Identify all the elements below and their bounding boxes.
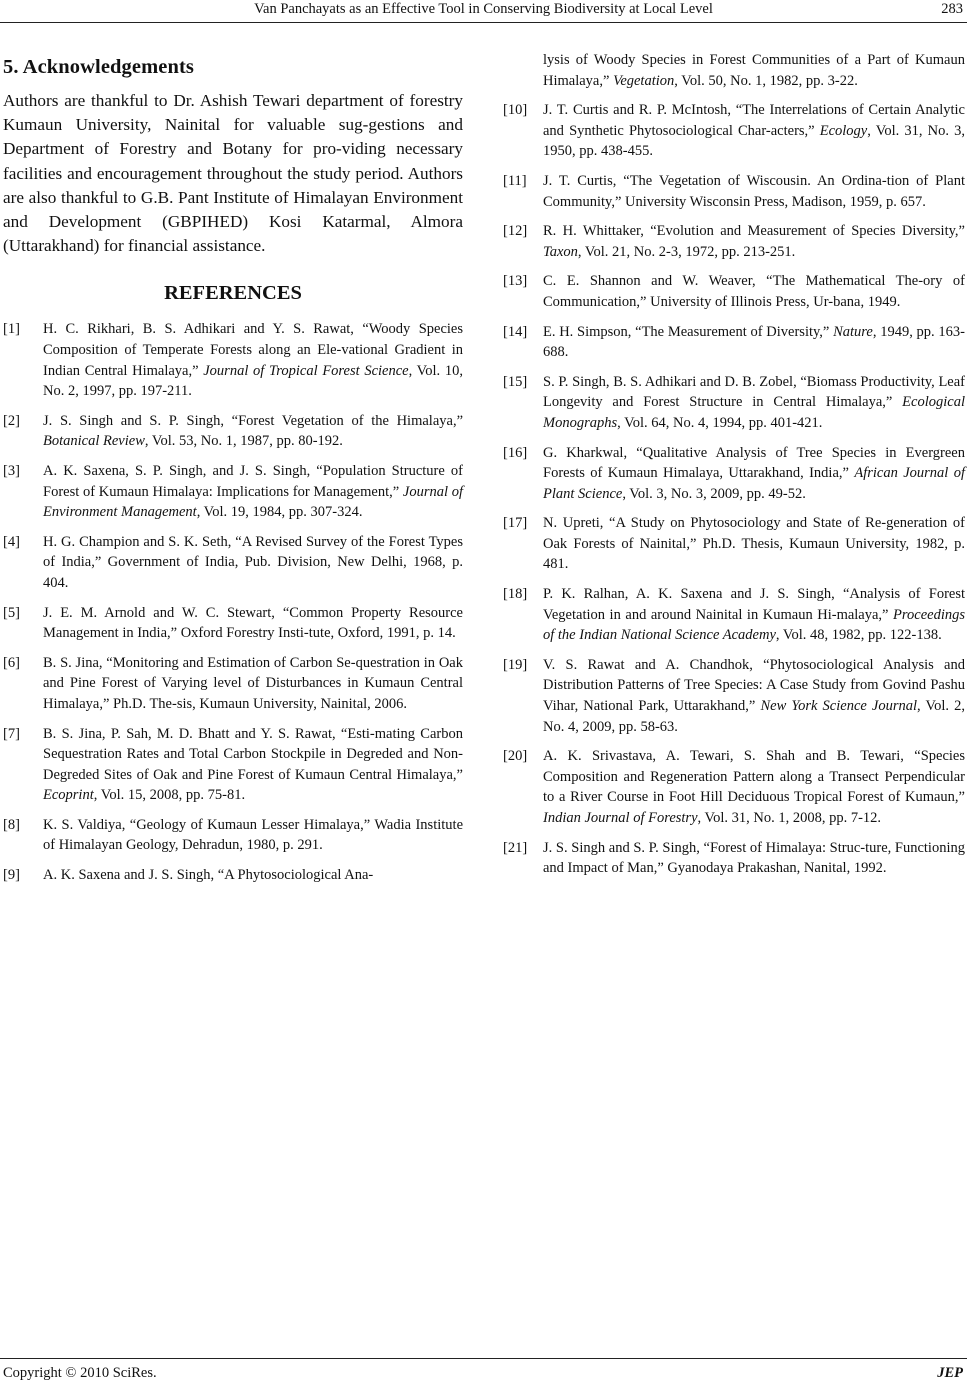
reference-item — [3, 603, 463, 644]
reference-number: [2] — [3, 412, 20, 429]
journal-abbreviation: JEP — [937, 1365, 963, 1381]
reference-number: [3] — [3, 462, 20, 479]
reference-part: J. S. Singh and S. P. Singh, “Forest Vegetation of the Himalaya,” — [43, 412, 463, 429]
acknowledgements-heading: 5. Acknowledgements — [3, 56, 194, 78]
reference-text — [543, 271, 965, 312]
reference-part: , Vol. 10, No. 2, 1997, pp. 197-211. — [43, 362, 463, 400]
reference-number: [20] — [503, 748, 528, 765]
reference-journal: Nature — [833, 323, 873, 340]
reference-part: B. S. Jina, “Monitoring and Estimation of Carbon Se-questration in Oak and Pine Forest of Varying level of Disturbances in Kumaun Central Himalaya,” Ph.D. The-sis, Kumaun University, Nainital, 2006. — [43, 654, 463, 712]
references-heading: REFERENCES — [164, 282, 302, 305]
reference-text — [543, 171, 965, 212]
reference-item — [503, 443, 965, 505]
reference-item — [503, 513, 965, 575]
reference-item — [503, 746, 965, 828]
reference-number: [6] — [3, 654, 20, 671]
reference-journal: Ecology — [819, 122, 868, 139]
acknowledgements-text: Authors are thankful to Dr. Ashish Tewari department of forestry Kumaun University, Nainital for valuable sug-gestions and Department of Forestry and Botany for pro-viding necessary facilities and encouragement throughout the study period. Authors are also thankful to G.B. Pant Institute of Himalayan Environment and Development (GBPIHED) Kosi Katarmal, Almora (Uttarakhand) for financial assistance. — [3, 91, 463, 256]
reference-part: J. T. Curtis and R. P. McIntosh, “The Interrelations of Certain Analytic and Synthetic Phytosociological Char-acters,” — [543, 102, 965, 139]
running-title: Van Panchayats as an Effective Tool in Conserving Biodiversity at Local Level — [254, 1, 713, 17]
reference-text — [43, 603, 463, 644]
reference-text — [543, 322, 965, 363]
reference-part: , Vol. 50, No. 1, 1982, pp. 3-22. — [674, 72, 858, 89]
reference-item — [503, 584, 965, 646]
references-list-right — [503, 100, 965, 879]
reference-journal: Proceedings of the Indian National Science Academy — [543, 606, 965, 644]
reference-part: A. K. Srivastava, A. Tewari, S. Shah and B. Tewari, “Species Composition and Regeneration Pattern along a Transect Perpendicular to a River Course in Foot Hill Deciduous Tropical Forest of Kumaun,” — [543, 748, 965, 806]
page-footer — [0, 1358, 967, 1386]
reference-item — [503, 322, 965, 363]
footer-rule — [0, 1358, 967, 1359]
page-number: 283 — [941, 1, 963, 17]
reference-text — [543, 838, 965, 879]
reference-text — [43, 532, 463, 594]
reference-part: , Vol. 31, No. 3, 1950, pp. 438-455. — [543, 122, 965, 160]
reference-number: [16] — [503, 444, 528, 461]
left-column — [3, 52, 463, 895]
reference-number: [10] — [503, 102, 528, 119]
reference-item — [503, 838, 965, 879]
references-list-left — [3, 319, 463, 885]
reference-item — [503, 372, 965, 434]
reference-part: G. Kharkwal, “Qualitative Analysis of Tree Species in Evergreen Forests of Kumaun Himalaya, Uttarakhand, India,” — [543, 444, 965, 482]
reference-part: K. S. Valdiya, “Geology of Kumaun Lesser Himalaya,” Wadia Institute of Himalayan Geology, Dehradun, 1980, p. 291. — [43, 816, 463, 854]
reference-text — [543, 372, 965, 434]
reference-journal: African Journal of Plant Science — [543, 465, 965, 502]
reference-text — [543, 746, 965, 828]
right-column — [503, 50, 965, 888]
reference-journal: Ecoprint — [43, 787, 94, 804]
reference-number: [15] — [503, 373, 528, 390]
reference-text — [543, 655, 965, 737]
reference-continuation — [503, 50, 965, 91]
reference-part: H. C. Rikhari, B. S. Adhikari and Y. S. Rawat, “Woody Species Composition of Temperate Forests along an Ele-vational Gradient in Indian Central Himalaya,” — [43, 321, 463, 379]
reference-number: [7] — [3, 725, 20, 742]
reference-journal: Journal of Tropical Forest Science — [203, 362, 409, 379]
reference-item — [3, 461, 463, 523]
reference-part: J. S. Singh and S. P. Singh, “Forest of Himalaya: Struc-ture, Functioning and Impact of Man,” Gyanodaya Prakashan, Nanital, 1992. — [543, 839, 965, 877]
reference-journal: Ecological Monographs — [543, 394, 965, 431]
reference-text — [543, 443, 965, 505]
reference-number: [5] — [3, 604, 20, 621]
reference-text — [43, 411, 463, 452]
reference-part: S. P. Singh, B. S. Adhikari and D. B. Zobel, “Biomass Productivity, Leaf Longevity and Forest Structure in Central Himalaya,” — [543, 373, 965, 411]
reference-journal: Journal of Environment Management — [43, 483, 464, 521]
reference-part: , 1949, pp. 163-688. — [543, 323, 965, 361]
reference-item — [503, 171, 965, 212]
copyright-notice: Copyright © 2010 SciRes. — [3, 1365, 157, 1381]
reference-text — [43, 865, 463, 886]
reference-part: , Vol. 15, 2008, pp. 75-81. — [93, 787, 246, 804]
reference-number: [19] — [503, 656, 528, 673]
reference-part: , Vol. 64, No. 4, 1994, pp. 401-421. — [617, 414, 823, 431]
reference-text — [43, 653, 463, 715]
reference-part: R. H. Whittaker, “Evolution and Measurement of Species Diversity,” — [543, 223, 965, 240]
reference-item — [3, 815, 463, 856]
reference-number: [9] — [3, 867, 20, 884]
reference-part: C. E. Shannon and W. Weaver, “The Mathematical The-ory of Communication,” University of Illinois Press, Ur-bana, 1949. — [543, 273, 965, 310]
reference-part: B. S. Jina, P. Sah, M. D. Bhatt and Y. S. Rawat, “Esti-mating Carbon Sequestration Rates and Total Carbon Stockpile in Degreded and Non-Degreded Sites of Oak and Pine Forest of Kumaun Central Himalaya,” — [43, 725, 463, 783]
reference-text — [43, 319, 463, 401]
reference-item — [3, 411, 463, 452]
reference-journal: Indian Journal of Forestry — [543, 810, 698, 826]
reference-item — [3, 653, 463, 715]
reference-journal: Taxon — [543, 243, 578, 260]
reference-item — [503, 221, 965, 262]
reference-number: [8] — [3, 816, 20, 833]
reference-part: , Vol. 21, No. 2-3, 1972, pp. 213-251. — [577, 243, 796, 260]
reference-part: A. K. Saxena and J. S. Singh, “A Phytosociological Ana- — [43, 867, 374, 884]
reference-number: [21] — [503, 839, 528, 856]
reference-part: N. Upreti, “A Study on Phytosociology and State of Re-generation of Oak Forests of Nainital,” Ph.D. Thesis, Kumaun University, 1982, p. 481. — [543, 515, 965, 573]
reference-text — [543, 100, 965, 162]
reference-text — [43, 724, 463, 806]
reference-item — [3, 724, 463, 806]
reference-text — [543, 513, 965, 575]
reference-number: [14] — [503, 323, 528, 340]
reference-number: [18] — [503, 586, 528, 603]
reference-part: , Vol. 2, No. 4, 2009, pp. 58-63. — [543, 698, 965, 735]
reference-item — [3, 319, 463, 401]
reference-item — [3, 532, 463, 594]
reference-part: H. G. Champion and S. K. Seth, “A Revised Survey of the Forest Types of India,” Government of India, Pub. Division, New Delhi, 1968, p. 404. — [43, 533, 463, 591]
reference-part: , Vol. 53, No. 1, 1987, pp. 80-192. — [144, 433, 343, 450]
reference-part: P. K. Ralhan, A. K. Saxena and J. S. Singh, “Analysis of Forest Vegetation in and around Nainital in Kumaun Hi-malaya,” — [543, 586, 965, 623]
reference-text — [43, 815, 463, 856]
page-header — [0, 0, 967, 24]
reference-journal: Vegetation — [613, 72, 675, 89]
reference-part: J. T. Curtis, “The Vegetation of Wiscousin. An Ordina-tion of Plant Community,” University Wisconsin Press, Madison, 1959, p. 657. — [543, 172, 965, 210]
reference-part: lysis of Woody Species in Forest Communities of a Part of Kumaun Himalaya,” — [543, 52, 965, 89]
reference-number: [11] — [503, 172, 527, 189]
reference-item — [503, 271, 965, 312]
reference-part: , Vol. 31, No. 1, 2008, pp. 7-12. — [697, 810, 882, 826]
reference-item — [3, 865, 463, 886]
reference-text — [543, 221, 965, 262]
reference-number: [12] — [503, 223, 528, 240]
reference-text — [543, 584, 965, 646]
reference-text — [43, 461, 463, 523]
reference-journal: Botanical Review — [43, 433, 145, 450]
reference-number: [17] — [503, 515, 528, 532]
reference-part: , Vol. 19, 1984, pp. 307-324. — [196, 504, 363, 521]
reference-number: [4] — [3, 533, 20, 550]
reference-part: , Vol. 3, No. 3, 2009, pp. 49-52. — [622, 485, 806, 502]
reference-journal: New York Science Journal — [760, 698, 918, 715]
reference-part: J. E. M. Arnold and W. C. Stewart, “Common Property Resource Management in India,” Oxford Forestry Insti-tute, Oxford, 1991, p. 14. — [43, 604, 463, 642]
header-rule — [0, 22, 967, 23]
reference-number: [1] — [3, 321, 20, 338]
reference-item — [503, 655, 965, 737]
reference-number: [13] — [503, 273, 528, 290]
reference-part: V. S. Rawat and A. Chandhok, “Phytosociological Analysis and Distribution Patterns of Tree Species: A Case Study from Govind Pashu Vihar, National Park, Uttarakhand,” — [543, 656, 965, 715]
reference-part: A. K. Saxena, S. P. Singh, and J. S. Singh, “Population Structure of Forest of Kumaun Himalaya: Implications for Management,” — [43, 462, 463, 500]
reference-part: , Vol. 48, 1982, pp. 122-138. — [775, 627, 942, 644]
reference-item — [503, 100, 965, 162]
reference-part: E. H. Simpson, “The Measurement of Diversity,” — [543, 323, 834, 340]
